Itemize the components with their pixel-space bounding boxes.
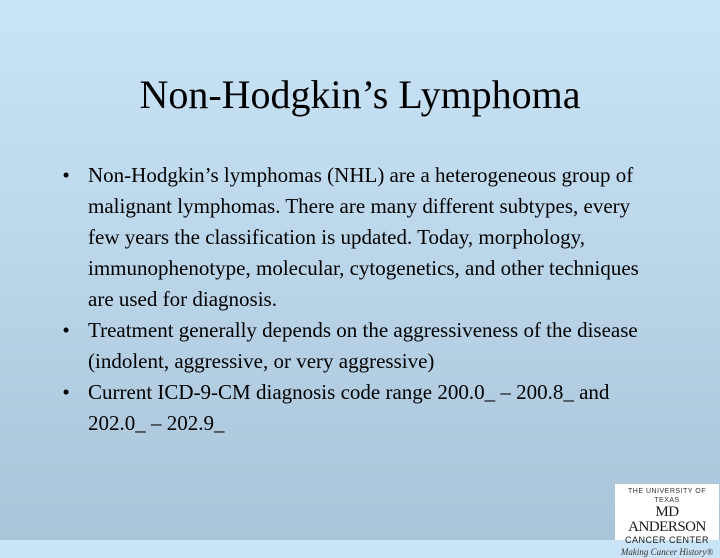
logo-tagline: Making Cancer History®: [620, 547, 714, 557]
bullet-item: [56, 160, 656, 315]
logo-center-text: CANCER CENTER: [624, 535, 709, 545]
bullet-marker: •: [62, 318, 70, 342]
bullet-marker: •: [62, 380, 70, 404]
bullet-list: [56, 160, 656, 439]
bullet-marker: •: [62, 163, 70, 187]
slide-title: Non-Hodgkin’s Lymphoma: [139, 72, 581, 117]
logo-university-text: THE UNIVERSITY OF TEXAS: [628, 488, 706, 504]
logo-name-text: MD ANDERSON: [628, 504, 706, 535]
bullet-item: [56, 315, 656, 377]
bullet-text: Current ICD-9-CM diagnosis code range 200.0_ – 200.8_ and 202.0_ – 202.9_: [88, 380, 610, 435]
md-anderson-logo: [615, 484, 719, 557]
bullet-item: [56, 377, 656, 439]
bullet-text: Non-Hodgkin’s lymphomas (NHL) are a heterogeneous group of malignant lymphomas. There are many different subtypes, every few years the classification is updated. Today, morphology, immunophenotype, molecular, cytogenetics, and other techniques are used for diagnosis.: [88, 163, 639, 311]
bullet-text: Treatment generally depends on the aggressiveness of the disease (indolent, aggressive, or very aggressive): [88, 318, 638, 373]
